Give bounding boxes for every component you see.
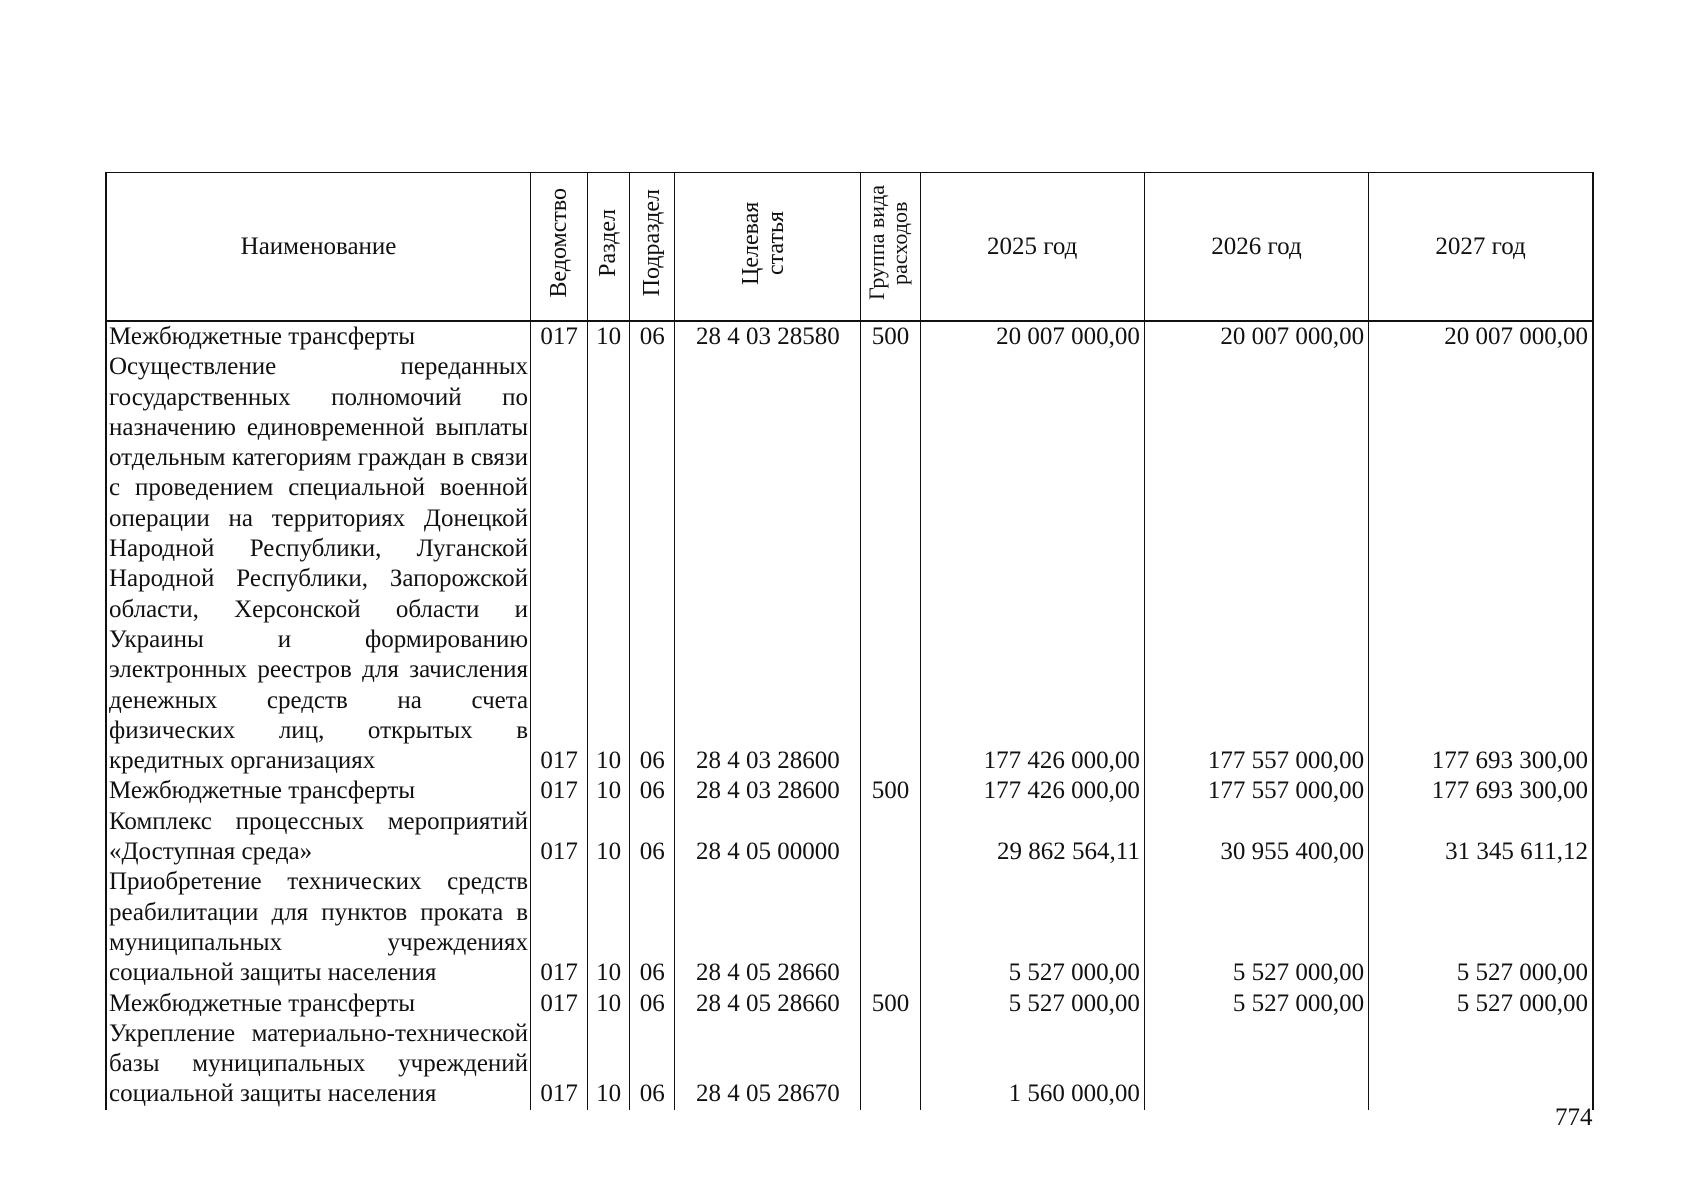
header-target-item-label: Целевая статья (737, 201, 790, 285)
page-number: 774 (1555, 1104, 1593, 1131)
table-row (106, 867, 1593, 988)
cell-department: 017 (531, 807, 588, 868)
cell-2026: 30 955 400,00 (1144, 807, 1368, 868)
header-2025: 2025 год (920, 173, 1144, 322)
cell-2025: 177 426 000,00 (920, 776, 1144, 806)
table-body (106, 321, 1593, 1110)
cell-target-item: 28 4 03 28600 (675, 776, 861, 806)
cell-name: Укрепление материально-технической базы муниципальных учреждений социальной защиты населения (106, 1019, 531, 1110)
cell-2027: 177 693 300,00 (1369, 776, 1593, 806)
cell-department: 017 (531, 352, 588, 776)
cell-name: Межбюджетные трансферты (106, 321, 531, 352)
cell-department: 017 (531, 989, 588, 1019)
cell-2025: 177 426 000,00 (920, 352, 1144, 776)
cell-department: 017 (531, 776, 588, 806)
table-row (106, 352, 1593, 776)
cell-2026: 5 527 000,00 (1144, 867, 1368, 988)
table-header-row (106, 173, 1593, 322)
cell-subsection: 06 (630, 867, 675, 988)
cell-subsection: 06 (630, 776, 675, 806)
cell-department: 017 (531, 1019, 588, 1110)
cell-section: 10 (588, 321, 630, 352)
cell-2027: 5 527 000,00 (1369, 867, 1593, 988)
cell-2027 (1369, 1019, 1593, 1110)
cell-section: 10 (588, 776, 630, 806)
table-row (106, 776, 1593, 806)
cell-2027: 20 007 000,00 (1369, 321, 1593, 352)
table-row (106, 321, 1593, 352)
cell-2025: 5 527 000,00 (920, 989, 1144, 1019)
table-row (106, 1019, 1593, 1110)
cell-expense-group: 500 (861, 321, 920, 352)
cell-2027: 31 345 611,12 (1369, 807, 1593, 868)
cell-2026: 20 007 000,00 (1144, 321, 1368, 352)
cell-subsection: 06 (630, 989, 675, 1019)
cell-target-item: 28 4 05 28670 (675, 1019, 861, 1110)
cell-expense-group (861, 352, 920, 776)
cell-subsection: 06 (630, 1019, 675, 1110)
cell-subsection: 06 (630, 321, 675, 352)
header-name: Наименование (106, 173, 531, 322)
cell-name: Осуществление переданных государственных полномочий по назначению единовременной выплаты отдельным категориям граждан в связи с проведением специальной военной операции на территориях Донецкой Народной Республики, Луганской Народной Республики, Запорожской области, Херсонской области и Украины и формированию электронных реестров для зачисления денежных средств на счета физических лиц, открытых в кредитных организациях (106, 352, 531, 776)
header-department-label: Ведомство (545, 188, 572, 298)
cell-2026 (1144, 1019, 1368, 1110)
cell-2026: 177 557 000,00 (1144, 352, 1368, 776)
budget-table-sheet (105, 172, 1594, 1110)
cell-department: 017 (531, 321, 588, 352)
cell-section: 10 (588, 807, 630, 868)
table-row (106, 807, 1593, 868)
header-expense-group (861, 173, 920, 322)
budget-table (105, 172, 1594, 1110)
cell-target-item: 28 4 03 28580 (675, 321, 861, 352)
cell-2025: 20 007 000,00 (920, 321, 1144, 352)
cell-target-item: 28 4 05 28660 (675, 867, 861, 988)
header-section-label: Раздел (595, 209, 622, 277)
header-section (588, 173, 630, 322)
header-subsection (630, 173, 675, 322)
cell-expense-group (861, 807, 920, 868)
cell-2027: 177 693 300,00 (1369, 352, 1593, 776)
cell-section: 10 (588, 989, 630, 1019)
header-target-item (675, 173, 861, 322)
cell-section: 10 (588, 1019, 630, 1110)
cell-2025: 1 560 000,00 (920, 1019, 1144, 1110)
cell-2025: 5 527 000,00 (920, 867, 1144, 988)
cell-expense-group: 500 (861, 776, 920, 806)
cell-name: Комплекс процессных мероприятий «Доступная среда» (106, 807, 531, 868)
cell-department: 017 (531, 867, 588, 988)
cell-subsection: 06 (630, 807, 675, 868)
header-expense-group-label: Группа вида расходов (863, 185, 912, 301)
cell-2025: 29 862 564,11 (920, 807, 1144, 868)
cell-name: Приобретение технических средств реабилитации для пунктов проката в муниципальных учреждениях социальной защиты населения (106, 867, 531, 988)
cell-expense-group (861, 867, 920, 988)
cell-target-item: 28 4 05 28660 (675, 989, 861, 1019)
cell-section: 10 (588, 867, 630, 988)
cell-target-item: 28 4 05 00000 (675, 807, 861, 868)
cell-2026: 5 527 000,00 (1144, 989, 1368, 1019)
cell-section: 10 (588, 352, 630, 776)
cell-name: Межбюджетные трансферты (106, 989, 531, 1019)
cell-expense-group (861, 1019, 920, 1110)
header-department (531, 173, 588, 322)
header-subsection-label: Подраздел (638, 189, 665, 297)
header-2026: 2026 год (1144, 173, 1368, 322)
cell-target-item: 28 4 03 28600 (675, 352, 861, 776)
table-row (106, 989, 1593, 1019)
header-2027: 2027 год (1369, 173, 1593, 322)
cell-name: Межбюджетные трансферты (106, 776, 531, 806)
cell-expense-group: 500 (861, 989, 920, 1019)
cell-2027: 5 527 000,00 (1369, 989, 1593, 1019)
cell-2026: 177 557 000,00 (1144, 776, 1368, 806)
cell-subsection: 06 (630, 352, 675, 776)
